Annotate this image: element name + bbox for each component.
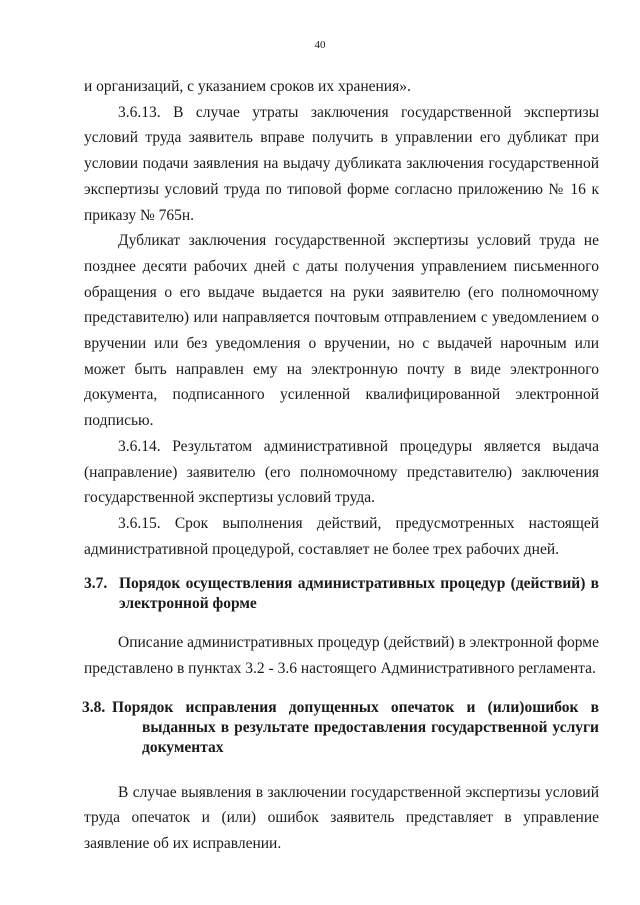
paragraph-duplicate: Дубликат заключения государственной экспертизы условий труда не позднее десяти рабочих дней с даты получения управлением письменного обращения о его выдаче выдается на руки заявителю (его полномочному представителю) или направляется почтовым отправлением с уведомлением о вручении или без уведомления о вручении, но с выдачей нарочным или может быть направлен ему на электронную почту в виде электронного документа, подписанного усиленной квалифицированной электронной подписью.	[84, 232, 599, 430]
section-title-3-7: Порядок осуществления административных процедур (действий) в электронной форме	[119, 575, 599, 613]
page-number: 40	[314, 39, 326, 51]
paragraph-3-6-14: 3.6.14. Результатом административной процедуры является выдача (направление) заявителю (его полномочному представителю) заключения государственной экспертизы условий труда.	[84, 437, 599, 507]
paragraph-continuation: и организаций, с указанием сроков их хранения».	[84, 78, 411, 95]
document-body	[84, 74, 599, 857]
paragraph-error-correction: В случае выявления в заключении государственной экспертизы условий труда опечаток и (или) ошибок заявитель представляет в управление заявление об их исправлении.	[84, 783, 599, 853]
section-heading-3-7	[84, 574, 599, 614]
section-number-3-8: 3.8.	[82, 698, 106, 716]
paragraph-electronic-form: Описание административных процедур (действий) в электронной форме представлено в пунктах 3.2 - 3.6 настоящего Административного регламента.	[84, 634, 599, 678]
paragraph-3-6-15: 3.6.15. Срок выполнения действий, предусмотренных настоящей административной процедурой, составляет не более трех рабочих дней.	[84, 514, 599, 558]
section-title-3-8: Порядок исправления допущенных опечаток и (или)ошибок в выданных в результате предоставления государственной услуги документах	[112, 698, 599, 756]
paragraph-3-6-13: 3.6.13. В случае утраты заключения государственной экспертизы условий труда заявитель вправе получить в управлении его дубликат при условии подачи заявления на выдачу дубликата заключения государственной экспертизы условий труда по типовой форме согласно приложению № 16 к приказу № 765н.	[84, 103, 599, 224]
section-number-3-7: 3.7.	[84, 575, 108, 593]
section-heading-3-8	[82, 698, 599, 758]
